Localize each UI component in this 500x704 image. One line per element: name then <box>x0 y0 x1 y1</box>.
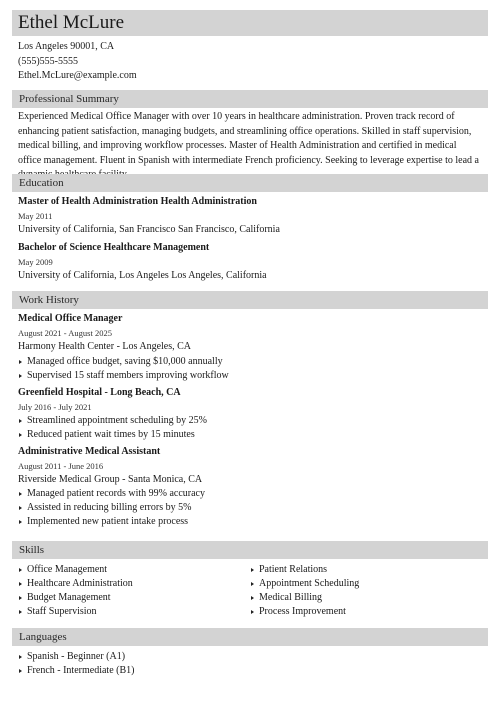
skill-item: Budget Management <box>18 591 250 605</box>
job-bullet: Supervised 15 staff members improving workflow <box>18 369 482 383</box>
skills-column-right <box>250 563 482 619</box>
degree-title: Bachelor of Science Healthcare Management <box>18 241 210 253</box>
contact-address: Los Angeles 90001, CA <box>18 41 115 52</box>
job-dates: August 2011 - June 2016 <box>18 460 104 471</box>
school-name: University of California, San Francisco San Francisco, California <box>18 224 280 235</box>
degree-date: May 2011 <box>18 211 53 221</box>
job-dates: July 2016 - July 2021 <box>18 401 92 412</box>
job-title: Administrative Medical Assistant <box>18 445 161 457</box>
summary-text: Experienced Medical Office Manager with over 10 years in healthcare administration. Proven track record of enhancing patient satisfaction, managing budgets, and streamlining office operations. Skilled in staff supervision, medical billing, and improving workflow processes. Master of Health Administration and certified in medical office management. Fluent in Spanish with intermediate French proficiency. Seeking to leverage expertise to lead a <box>18 111 479 166</box>
job-entry <box>18 312 482 383</box>
candidate-name: Ethel McLure <box>12 10 488 36</box>
skills-list <box>18 563 482 619</box>
job-bullet: Managed patient records with 99% accuracy <box>18 487 482 501</box>
job-bullet: Streamlined appointment scheduling by 25% <box>18 414 482 428</box>
skills-column-left <box>18 563 250 619</box>
job-entry <box>18 445 482 530</box>
skill-item: Appointment Scheduling <box>250 577 482 591</box>
job-bullets <box>18 487 482 529</box>
job-bullets <box>18 414 482 442</box>
skill-item: Process Improvement <box>250 605 482 619</box>
language-item: Spanish - Beginner (A1) <box>18 650 482 664</box>
section-heading-education: Education <box>12 174 488 192</box>
contact-email: Ethel.McLure@example.com <box>18 70 137 81</box>
school-name: University of California, Los Angeles Los Angeles, California <box>18 269 267 281</box>
languages-list <box>18 650 482 678</box>
skill-item: Patient Relations <box>250 563 482 577</box>
job-company: Riverside Medical Group - Santa Monica, CA <box>18 473 203 485</box>
language-item: French - Intermediate (B1) <box>18 664 482 678</box>
job-bullet: Managed office budget, saving $10,000 annually <box>18 355 482 369</box>
section-heading-work: Work History <box>12 291 488 309</box>
job-bullet: Reduced patient wait times by 15 minutes <box>18 428 482 442</box>
work-list <box>18 312 482 529</box>
skill-item: Staff Supervision <box>18 605 250 619</box>
job-bullet: Implemented new patient intake process <box>18 515 482 529</box>
job-company: Harmony Health Center - Los Angeles, CA <box>18 341 192 352</box>
language-bullets <box>18 650 482 678</box>
degree-title: Master of Health Administration Health Administration <box>18 196 257 207</box>
section-heading-summary: Professional Summary <box>12 90 488 108</box>
education-item <box>18 195 482 238</box>
education-list <box>18 195 482 283</box>
skill-item: Office Management <box>18 563 250 577</box>
skill-item: Healthcare Administration <box>18 577 250 591</box>
degree-date: May 2009 <box>18 256 53 267</box>
section-heading-languages: Languages <box>12 628 488 646</box>
section-heading-skills: Skills <box>12 541 488 559</box>
job-title: Medical Office Manager <box>18 313 123 324</box>
job-bullets <box>18 355 482 383</box>
contact-phone: (555)555-5555 <box>18 55 78 67</box>
contact-info <box>18 40 137 84</box>
education-item <box>18 241 482 284</box>
job-dates: August 2021 - August 2025 <box>18 328 112 338</box>
job-entry <box>18 386 482 442</box>
skill-item: Medical Billing <box>250 591 482 605</box>
job-bullet: Assisted in reducing billing errors by 5% <box>18 501 482 515</box>
job-title: Greenfield Hospital - Long Beach, CA <box>18 386 181 398</box>
